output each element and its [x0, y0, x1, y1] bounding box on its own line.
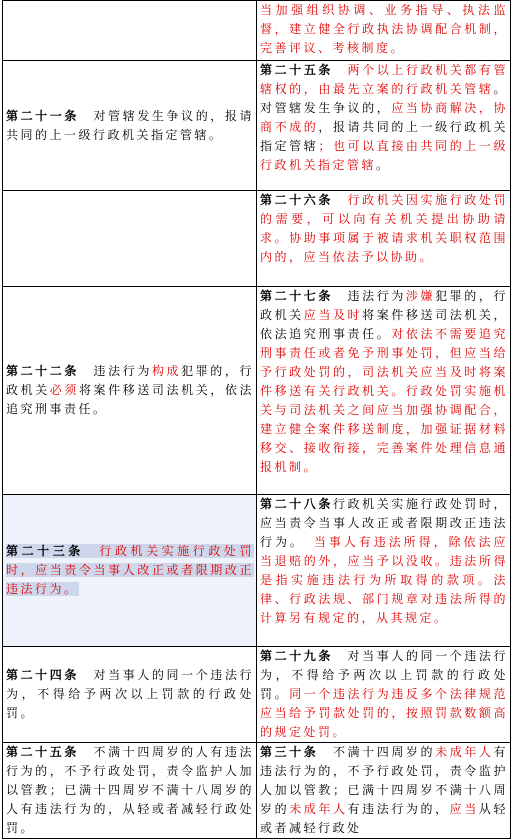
- original-article-cell: [3, 647, 257, 743]
- amended-text: 应当及时: [303, 308, 363, 322]
- comparison-table-body: [3, 1, 511, 839]
- article-number: 第二十六条: [260, 193, 333, 207]
- article-text: 违法行为: [78, 364, 152, 378]
- amended-text: 同一个违法行为违反多个法律规范应当给予罚款处罚的，按照罚款数额高的规定处罚。: [260, 687, 508, 739]
- article-text: 将案件移送司法机关，依法追究刑事责任。: [260, 308, 508, 341]
- original-article-cell: [3, 191, 257, 287]
- article-text: 。: [376, 158, 391, 172]
- amended-text: 必须: [49, 383, 79, 397]
- article-text: 行政机关实施行政处罚时，应当责令当事人改正或者限期改正违法行为。: [260, 497, 508, 549]
- article-number: 第二十八条: [260, 497, 333, 511]
- article-text: 对当事人的同一个违法行为，不得给予两次以上罚款的行政处罚。: [260, 649, 508, 701]
- amended-text: 当加强组织协调、业务指导、执法监督，建立健全行政执法协调配合机制，完善评议、考核制度。: [260, 3, 508, 55]
- article-number: 第二十三条: [6, 544, 84, 558]
- article-number: 第二十七条: [260, 289, 333, 303]
- article-text: 不满十四周岁的: [318, 745, 436, 759]
- revised-article-cell: [257, 61, 511, 191]
- amended-text: 未成年人: [435, 745, 494, 759]
- article-text: 对当事人的同一个违法行为，不得给予两次以上罚款的行政处罚。: [6, 668, 254, 720]
- article-text: 有违法行为的，不予行政处罚，责令监护人加以管教；已满十四周岁不满十八周岁的: [260, 745, 508, 816]
- revised-article-cell: [257, 743, 511, 839]
- amended-text: 应当: [449, 802, 479, 816]
- original-article-cell: [3, 1, 257, 61]
- article-text: 违法行为: [332, 289, 406, 303]
- article-text: 犯罪的，行政机关: [6, 364, 254, 397]
- comparison-row: [3, 495, 511, 647]
- revised-article-cell: [257, 647, 511, 743]
- revised-article-cell: [257, 1, 511, 61]
- amended-text: 构成: [151, 364, 182, 378]
- article-number: 第二十四条: [6, 668, 79, 682]
- article-text: 有违法行为的，: [347, 802, 450, 816]
- article-number: 第二十九条: [260, 649, 333, 663]
- comparison-row: [3, 191, 511, 287]
- amended-text: 对依法不需要追究刑事责任或者免予刑事处罚，但应当给予行政处罚的，司法机关应当及时将案件移送有关行政机关。行政处罚实施机关与司法机关之间应当加强协调配合，建立健全案件移送制度，加强证据材料移交、接收衔接，完善案件处理信息通报机制。: [260, 327, 508, 474]
- amended-text: 涉嫌: [405, 289, 436, 303]
- article-number: 第二十五条: [260, 63, 333, 77]
- comparison-row: [3, 743, 511, 839]
- comparison-row: [3, 1, 511, 61]
- comparison-row: [3, 287, 511, 495]
- amended-text: 当事人有违法所得，除依法应当退赔的外，应当予以没收。违法所得是指实施违法行为所取得的款项。法律、行政法规、部门规章对违法所得的计算另有规定的，从其规定。: [260, 535, 508, 625]
- original-article-cell: [3, 287, 257, 495]
- comparison-row: [3, 61, 511, 191]
- amended-text: 未成年人: [289, 802, 348, 816]
- article-text: 对管辖发生争议的，报请共同的上一级行政机关指定管辖。: [6, 108, 254, 142]
- revised-article-cell: [257, 495, 511, 647]
- article-text: 。对管辖发生争议的，: [260, 82, 508, 115]
- amended-text: 行政机关因实施行政处罚的需要，可以向有关机关提出协助请求。协助事项属于被请求机关职权范围内的，应当依法予以协助。: [260, 193, 508, 264]
- article-number: 第二十二条: [6, 364, 79, 378]
- law-comparison-table: [2, 0, 511, 839]
- article-text: ，报请共同的上一级行政机关指定管辖: [260, 120, 508, 153]
- article-text: 犯罪的，行政机关: [260, 289, 508, 322]
- amended-text: 行政机关实施行政处罚时，应当责令当事人改正或者限期改正违法行为。: [6, 544, 254, 596]
- amended-text: ；也可以直接由共同的上一级行政机关指定管辖: [260, 139, 508, 172]
- article-text: 从轻或者减轻行政处: [260, 802, 508, 835]
- revised-article-cell: [257, 287, 511, 495]
- amended-text: 应当协商解决，协商不成的: [260, 101, 508, 134]
- article-text: 不满十四周岁的人有违法行为的，不予行政处罚，责令监护人加以管教；已满十四周岁不满十八周岁的人有违法行为的，从轻或者减轻行政处罚。: [6, 745, 254, 835]
- revised-article-cell: [257, 191, 511, 287]
- article-number: 第二十五条: [6, 745, 79, 759]
- article-number: 第三十条: [260, 745, 319, 759]
- comparison-row: [3, 647, 511, 743]
- original-article-cell: [3, 495, 257, 647]
- article-text: 将案件移送司法机关，依法追究刑事责任。: [6, 383, 254, 416]
- amended-text: 两个以上行政机关都有管辖权的，由最先立案的行政机关管辖: [260, 63, 508, 96]
- article-number: 第二十一条: [6, 108, 79, 123]
- original-article-cell: [3, 743, 257, 839]
- original-article-cell: [3, 61, 257, 191]
